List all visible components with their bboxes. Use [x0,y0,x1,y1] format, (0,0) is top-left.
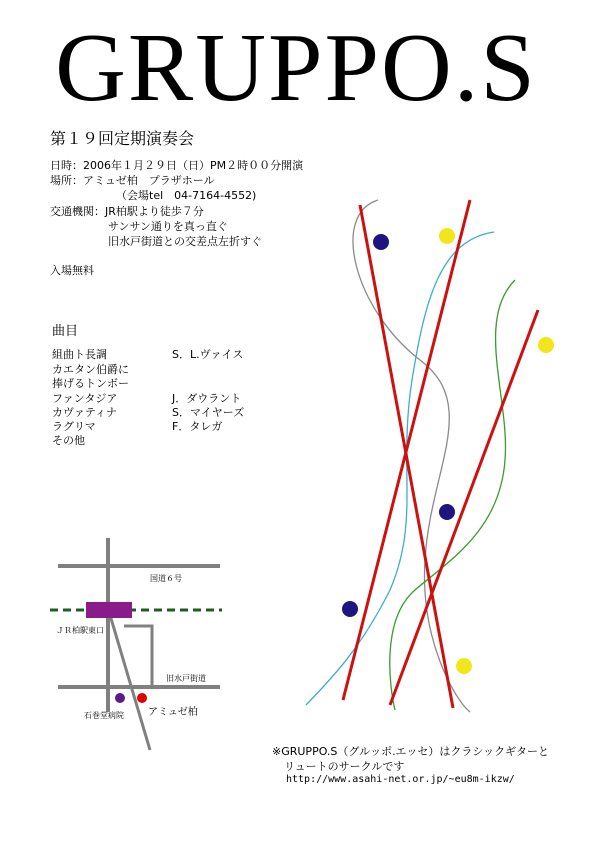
footnote-line-2: リュートのサークルです [284,760,405,773]
program-title: カエタン伯爵に [52,363,129,376]
access-line-2: サンサン通りを真っ直ぐ [108,220,228,233]
program-composer: F．タレガ [172,420,223,433]
hospital-marker [115,693,125,703]
footnote [272,744,549,774]
venue-line: 場所：アミュゼ柏 プラザホール [50,174,215,187]
program-composer: S．マイヤーズ [172,406,245,419]
map-label-amuze: アミュゼ柏 [148,707,198,718]
program-heading: 曲目 [52,324,79,339]
map-label-station: ＪＲ柏駅東口 [56,626,104,635]
concert-name: 第１９回定期演奏会 [50,129,195,148]
program-title: 捧げるトンボー [52,377,129,390]
program-composer: J．ダウラント [172,392,242,405]
program-title: カヴァティナ [52,406,118,419]
program-title: ファンタジア [52,392,118,405]
access-line-3: 旧水戸街道との交差点左折すぐ [108,235,262,248]
road-diagonal [110,615,150,750]
program-composer: S．L.ヴァイス [172,348,244,361]
amuze-marker [137,693,147,703]
map-label-hospital: 石巻堂病院 [84,711,124,720]
website-url[interactable]: http://www.asahi-net.or.jp/~eu8m-ikzw/ [286,774,515,785]
map-label-route6: 国道６号 [150,574,182,583]
access-line-1: 交通機関：JR柏駅より徒歩７分 [50,205,204,218]
footnote-line-1: ※GRUPPO.S（グルッポ.エッセ）はクラシックギターと [272,745,550,758]
main-title: GRUPPO.S [55,14,537,122]
venue-tel-line: （会場tel 04-7164-4552) [116,189,257,202]
station-block [86,602,132,618]
program-title: その他 [52,434,85,447]
admission-line: 入場無料 [50,264,94,277]
program-title: ラグリマ [52,420,96,433]
date-line: 日時：2006年１月２９日（日）PM２時００分開演 [50,159,304,172]
map-label-mito: 旧水戸街道 [166,674,206,683]
program-title: 組曲ト長調 [52,348,107,361]
